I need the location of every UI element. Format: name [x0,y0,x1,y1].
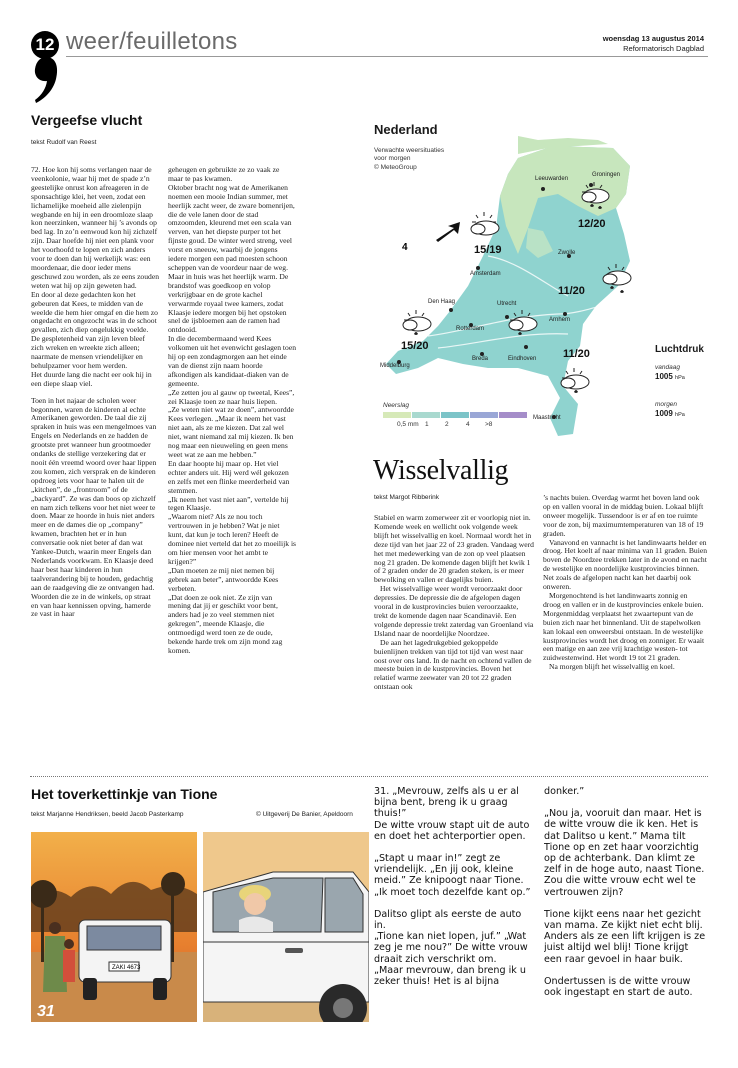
paragraph: Dalitso glipt als eerste de auto in. [374,908,522,932]
comic-copyright: © Uitgeverij De Banier, Apeldoorn [256,811,353,818]
paragraph: „Waarom niet? Als ze nou toch vertrouwen in je hebben? Wat je niet kunt, dat kun je toch leren? Heeft de dominee niet verteld dat het zo moeilijk is om hier mensen voor het ambt te krijgen?” [168,512,296,566]
masthead-date [603,34,704,54]
paragraph: donker.” [544,786,585,797]
precipitation-legend [383,412,527,418]
legend-tick: 1 [425,421,429,428]
comic-title: Het toverkettinkje van Tione [31,786,218,802]
sun-cloud-rain-icon [556,366,592,400]
city-dot [541,187,545,191]
paragraph: Tione kijkt eens naar het gezicht van mama. Ze kijkt niet echt blij. Anders als ze een lift krijgen is ze juist altijd wel blij! Tione krijgt een raar gevoel in haar buik. [544,908,706,965]
city-label-eindhoven: Eindhoven [508,356,537,362]
comic-text-column-2 [544,786,708,1036]
legend-swatch-5 [499,412,527,418]
paragraph: Stabiel en warm zomerweer zit er voorlopig niet in. Komende week en wellicht ook volgende week blijft het wisselvallig en koel. Normaal wordt het in deze tijd van het jaar 22 of 23 graden. Vandaag werd het met medewerking van de zon op veel plaatsen nog 21 graden. De komende dagen blijft het kwik 1 of 2 graden onder de 20 graden steken, is er meer bewolking en vallen er dagelijks buien. [374,514,534,585]
sun-cloud-rain-icon [576,180,612,212]
feuilleton-byline: tekst Rudolf van Reest [31,139,97,146]
paragraph: Zou die witte vrouw echt wel te vertrouwen zijn? [544,875,696,898]
paragraph: „Dan moeten ze mij niet nemen bij gebrek aan beter”, antwoordde Kees verbeten. [168,565,279,593]
city-label-zwolle: Zwolle [558,250,576,256]
paragraph: De aan het lagedrukgebied gekoppelde buienlijnen trekken van tijd tot tijd van west naar oost over ons land. In de nacht en ochtend vallen de meeste buien in de kustprovincies. Boven het relatief warme zeewater van 20 tot 22 graden ontstaan ook [374,637,532,692]
city-dot [476,266,480,270]
feuilleton-column-1 [31,166,159,766]
paragraph: 72. Hoe kon hij soms verlangen naar de veenkolonie, waar hij met de spade z’n geestelijke onrust kon afreageren in de sponsachtige klei, het veen, zodat een lichamelijke moeheid alle zielenpijn wegbande en hij in een droomloze slaap kon neerzinken, wanneer hij ’s avonds op bed lag. In zo’n eenwoud kon hij zichzelf zijn. Daar hoefde hij niet een plank voor het voorhoofd te lopen en zich anders voor te doen dan hij werkelijk was: een moordenaar, die door ieder mens geschuwd zou worden, als ze eens zouden weten wat hij op zijn geweten had. [31,166,159,290]
sun-cloud-icon [466,210,502,242]
temp-southwest: 15/20 [401,340,429,352]
paragraph: „Ik neem het vast niet aan”, vertelde hij tegen Klaasje. [168,494,289,513]
header-rule [66,56,708,57]
city-dot [563,312,567,316]
license-plate: ZAKI 4673 [112,965,141,971]
paragraph: ’s nachts buien. Overdag warmt het boven land ook op en vallen vooral in de middag buien. Lokaal blijft onweer mogelijk. Tussendoor is er af en toe ruimte voor de zon, bij maximumtemperaturen van 18 of 19 graden. [543,494,704,538]
paragraph: „Ze zetten jou al gauw op tweetal, Kees”, zei Klaasje toen ze naar huis liepen. [168,387,295,406]
pressure-tomorrow [655,409,685,418]
paragraph: Het wisselvallige weer wordt veroorzaakt door depressies. De depressie die de afgelopen dagen vooral in de kustprovincies buien veroorzaakte, trekt de komende dagen naar Scandinavië. Een volgende depressie trekt zaterdag van Groenland via IJsland naar de noordelijke Noordzee. [374,584,534,638]
temp-north: 12/20 [578,218,606,230]
city-label-utrecht: Utrecht [497,301,517,307]
wind-speed: 4 [402,242,408,253]
paragraph: „Nou ja, vooruit dan maar. Het is de witte vrouw die ik ken. Het is dat Dalitso u kent.” Mama tilt Tione op en zet haar voorzichtig op de achterbank. Dan klimt ze zelf in de hoge auto, naast Tione. [544,808,705,876]
feuilleton-title: Vergeefse vlucht [31,112,143,128]
pressure-today-value: 1005 [655,372,673,381]
city-label-arnhem: Arnhem [549,317,571,323]
legend-swatch-2 [412,412,440,418]
paper-name: Reformatorisch Dagblad [623,44,704,53]
map-subtitle: Verwachte weersituaties voor morgen [374,147,445,162]
comic-panel-1 [31,832,197,1022]
date-text: woensdag 13 augustus 2014 [602,34,704,43]
map-credit: © MeteoGroup [374,164,417,171]
legend-label: Neerslag [383,402,410,409]
weather-article-byline: tekst Margot Ribberink [374,494,440,501]
pressure-today [655,372,685,381]
pressure-today-label: vandaag [655,364,680,371]
city-dot [524,345,528,349]
comic-byline: tekst Marjanne Hendriksen, beeld Jacob Pasterkamp [31,811,184,818]
temp-east: 11/20 [558,285,585,297]
legend-tick: 0,5 mm [397,421,419,428]
pressure-tomorrow-value: 1009 [655,409,673,418]
car-side-illustration [203,872,369,1022]
weather-column-1 [374,514,534,766]
paragraph: Vanavond en vannacht is het landinwaarts helder en droog. Het koelt af naar minima van 11 graden. Buien boven de Noordzee trekken later in de avond en nacht de westelijke en noordelijke kustprovincies binnen. Net zoals de afgelopen nacht kan het daarbij ook onweren. [543,537,707,592]
paragraph: In die decembermaand werd Kees volkomen uit het evenwicht geslagen toen hij op een zondagmorgen aan het einde van de dienst zijn naam hoorde afkondigen als kandidaat-diaken van de gemeente. [168,334,296,388]
legend-tick: 2 [445,421,449,428]
paragraph: En door al deze gedachten kon het gebeuren dat Kees, te midden van de weelde die hem hier omgaf en die hem zo ongedacht en ongezocht was in de schoot gevallen, zich diep ongelukkig voelde. [31,289,158,335]
paragraph: geheugen en gebruikte ze zo vaak ze maar te pas kwamen. [168,166,280,183]
pressure-unit: hPa [675,412,685,418]
paragraph: Oktober bracht nog wat de Amerikanen noemen een mooie Indian summer, met heerlijk zacht weer, de zware bomenrijen, die de vele lanen door de stad omzoomden, kleurend met een scala van verven, van het diepste purper tot het fijnste goud. De winter werd streng, veel vorst en sneeuw, waarbij de jongens iedere morgen een pad moesten schoon scheppen van de voordeur naar de weg. Maar in huis was het heerlijk warm. De brandstof was goedkoop en volop verkrijgbaar en de grote kachel verwarmde royaal twee kamers, zodat Klaasje iedere morgen bij het opstoken snel de ijsbloemen aan de ramen had ontdooid. [168,182,295,335]
legend-swatch-3 [441,412,469,418]
paragraph: Morgenochtend is het landinwaarts zonnig en droog en vallen er in de kustprovincies enkele buien. Morgenmiddag verplaatst het zwaartepunt van de buien zich naar het binnenland. Uit de stapelwolken kan lokaal een onweersbui ontstaan. In de westelijke kustprovincies wordt het droog en zonniger. Er waait een matige en aan zee vrij krachtige westen- tot zuidwestenwind. Het wordt 19 tot 21 graden. [543,590,705,663]
pressure-title: Luchtdruk [655,344,704,355]
paragraph: Het duurde lang die nacht eer ook hij in een diepe slaap viel. [31,369,152,388]
paragraph: Toen in het najaar de scholen weer begonnen, waren de kinderen al echte Amerikanen geworden. De taal die zij spraken in huis was een mengelmoes van Engels en Nederlands en ze hadden de grootste pret wanneer hun grootmoeder ondanks de stellige verzekering dat er nooit één vreemd woord over haar lippen zou komen, zich versprak en de kinderen opdroeg iets voor haar te halen uit de „kitchen”, de „frontroom” of de „backyard”. Ze was dan boos op zichzelf en nam zich telkens voor het niet weer te doen. Maar ze hoorde in huis niet anders meer en de dames die op „company” kwamen, brachten het er in hun conversatie ook niet beter af dan wat Yankee-Dutch, waarin meer Engels dan Nederlands voorkwam. En Klaasje deed haar best haar kinderen in hun taalverandering bij te houden, gedachtig aan de raadgeving die ze ontvangen had. Woorden die ze in de winkels, op straat en van haar kennissen opving, hamerde ze vast in haar [31,395,157,619]
city-label-rotterdam: Rotterdam [456,326,485,332]
city-label-middelburg: Middelburg [380,363,410,369]
pressure-tomorrow-label: morgen [655,401,678,408]
city-label-groningen: Groningen [592,172,621,178]
legend-tick: 4 [466,421,470,428]
wind-arrow-icon [436,222,460,242]
paragraph: De witte vrouw stapt uit de auto en doet het achterportier open. [374,819,530,842]
paragraph: En daar hoopte hij maar op. Het viel echter anders uit. Hij werd wél gekozen en zelfs met een flinke meerderheid van stemmen. [168,458,290,495]
sun-cloud-rain-icon [398,308,434,340]
city-label-leeuwarden: Leeuwarden [535,176,569,182]
city-label-breda: Breda [472,356,489,362]
pressure-unit: hPa [675,375,685,381]
paragraph: „Stapt u maar in!” zegt ze vriendelijk. „En jij ook, kleine meid.” Ze knipoogt naar Tione. „Ik moet toch dezelfde kant op.” [374,853,531,898]
sun-cloud-rain-icon [598,262,634,298]
sun-cloud-rain-icon [504,308,540,342]
section-title: weer/feuilletons [66,28,238,55]
paragraph: 31. „Mevrouw, zelfs als u er al bijna bent, breng ik u graag thuis!” [374,786,519,820]
paragraph: Ondertussen is de witte vrouw ook ingestapt en start de auto. [544,975,693,999]
paragraph: „Dat doen ze ook niet. Ze zijn van mening dat jij er geschikt voor bent, anders had je zo veel stemmen niet gekregen”, meende Klaasje, die ontmoedigd werd toen ze de oude, bekende harde trek om zijn mond zag komen. [168,592,283,655]
page-number: 12 [35,35,55,54]
comic-panel-2 [203,832,369,1022]
legend-swatch-1 [383,412,411,418]
paragraph: De gespletenheid van zijn leven bleef zich wreken en wreekte zich alleen; naarmate de mensen vriendelijker en behulpzamer voor hem werden. [31,334,146,370]
temp-south: 11/20 [563,348,590,360]
weather-article-title: Wisselvallig [373,455,509,486]
legend-tick: >8 [485,421,493,428]
map-title: Nederland [374,122,438,137]
city-label-maastricht: Maastricht [533,415,561,421]
temp-west: 15/19 [474,244,502,256]
city-dot [449,308,453,312]
paragraph: „Maar mevrouw, dan breng ik u zeker thuis! Het is al bijna [374,964,526,988]
city-label-den-haag: Den Haag [428,299,456,305]
paragraph: „Tione kan niet lopen, juf.” „Wat zeg je me nou?” De witte vrouw draait zich verschrikt om. [374,931,528,965]
city-label-amsterdam: Amsterdam [470,271,501,277]
feuilleton-column-2 [168,166,296,766]
weather-column-2 [543,494,707,766]
comma-logo-icon [32,55,60,105]
comic-text-column-1 [374,786,534,1036]
paragraph: Na morgen blijft het wisselvallig en koel. [549,662,675,672]
section-divider [30,776,708,777]
panel-number: 31 [37,1003,55,1020]
legend-swatch-4 [470,412,498,418]
paragraph: „Ze weten niet wat ze doen”, antwoordde Kees verlegen. „Maar ik neem het vast niet aan, als ze me kiezen. Dat zal wel niet, want niemand zal mij kiezen. Ik ben nog maar een nieuweling en geen mens weet wat ze aan me hebben.” [168,405,294,459]
